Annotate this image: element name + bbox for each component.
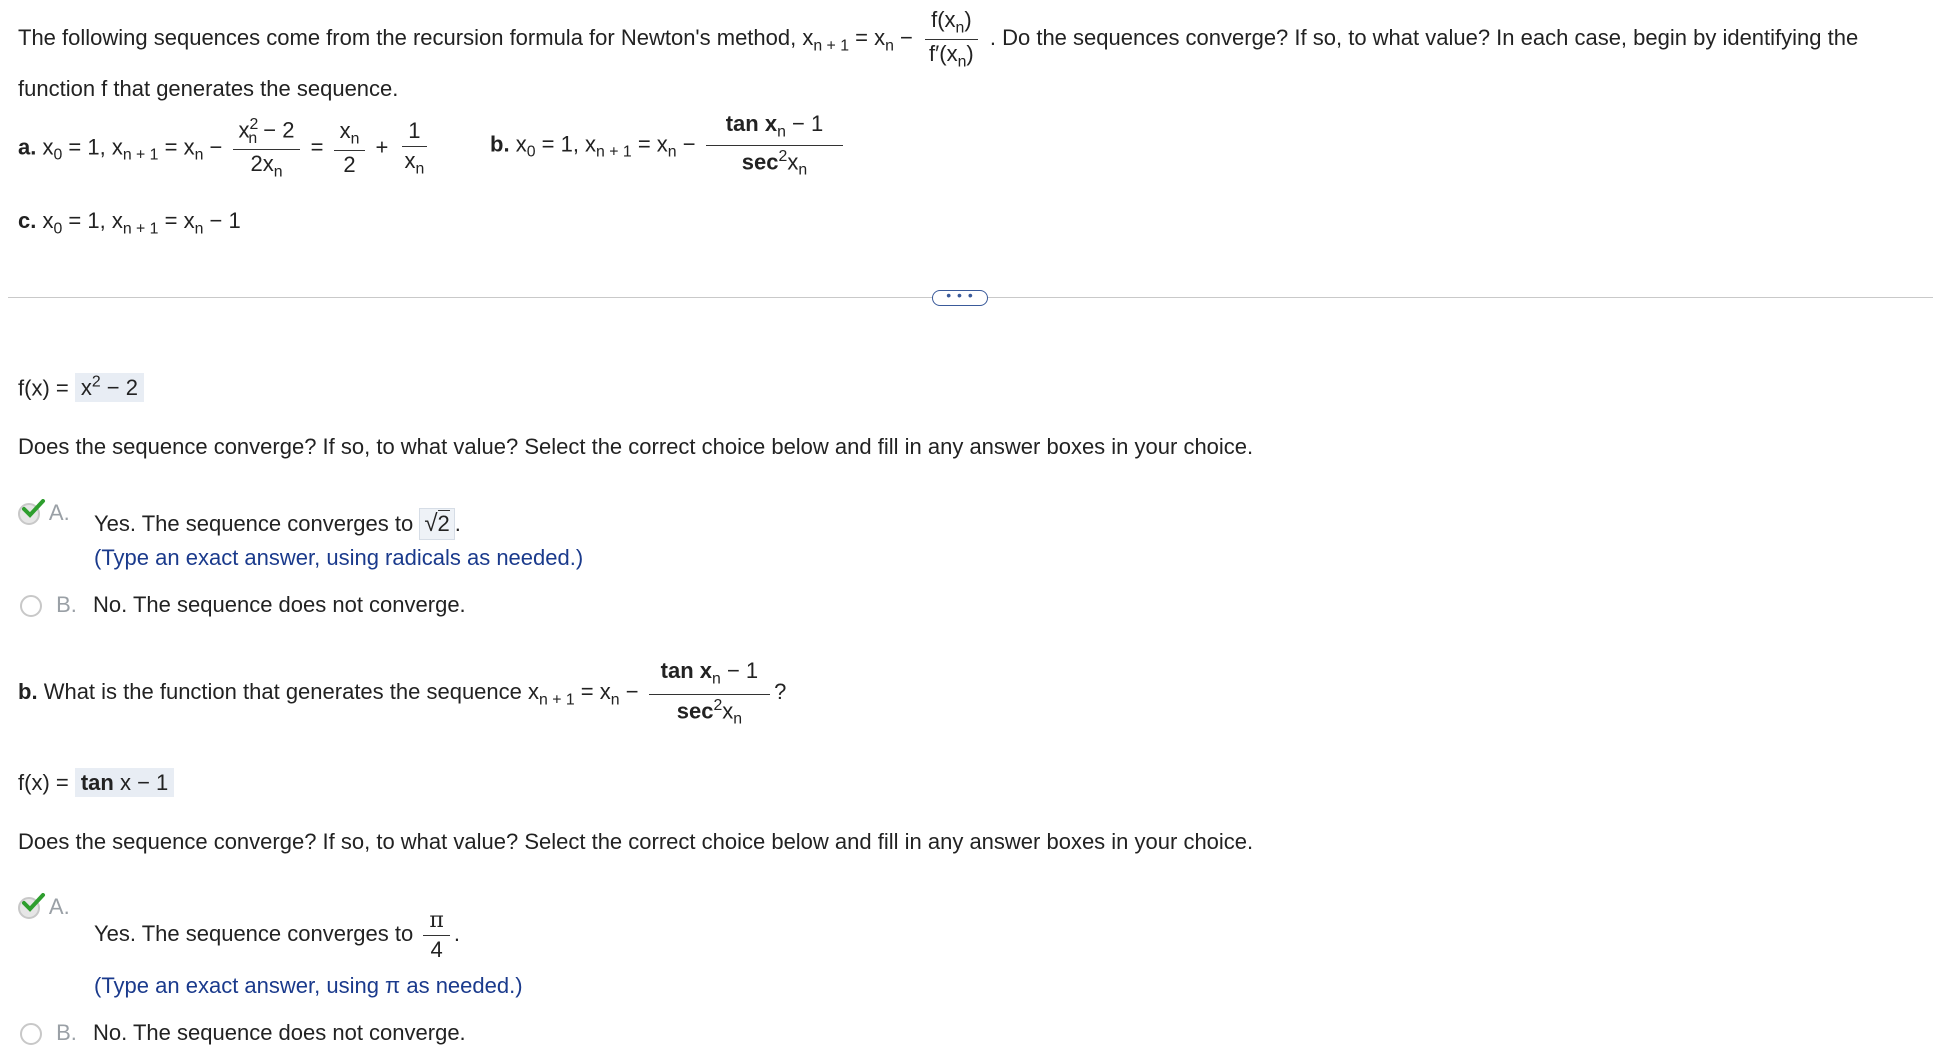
option-letter: B.: [56, 592, 77, 617]
problem-a-label: a.: [18, 134, 37, 160]
option-text: Yes. The sequence converges to: [94, 921, 414, 946]
newton-frac-num: $f(x_n)$: [925, 8, 978, 40]
radio-icon: [20, 595, 42, 617]
expand-more-button[interactable]: • • •: [932, 290, 988, 306]
part-b-question-text: What is the function that generates the sequence x: [43, 679, 539, 704]
intro-text-before: The following sequences come from the recursion formula for Newton's method,: [18, 25, 797, 51]
part-a-option-a[interactable]: [18, 500, 70, 527]
option-text: Yes. The sequence converges to: [94, 511, 414, 536]
problem-a-init-val: = 1, x: [68, 134, 123, 160]
formula-lhs: x: [802, 25, 814, 51]
part-a-hint: (Type an exact answer, using radicals as needed.): [94, 545, 584, 570]
part-a-fx: [18, 374, 144, 401]
problem-a: a. $x_0 = 1$, $x_{n + 1} = x_n$ − $\frac{x^2_n - 2}{2x_n}$ = $\frac{x_n}{2}$ + $\frac{1}{x_n}$: [18, 116, 434, 186]
problem-c: c. $x_0 = 1$, $x_{n + 1} = x_n - 1$: [18, 208, 241, 238]
intro-text-after: . Do the sequences converge? If so, to what value? In each case, begin by identifying the: [989, 25, 1859, 51]
part-a-option-a-text: Yes. The sequence converges to √2 .: [94, 508, 461, 540]
part-b-frac: $\frac{\tan x_n - 1}{\sec^2x_n}$: [649, 659, 770, 728]
part-b-fx-answer: tan x − 1: [75, 768, 174, 797]
part-b-question-line: b. What is the function that generates the sequence $x_{n + 1} = x_n$ − $\frac{\tan x_n - 1}{\sec^2x_n}$ ?: [18, 657, 787, 728]
part-b-option-b[interactable]: [20, 1020, 466, 1046]
intro-line-2: function f that generates the sequence.: [18, 76, 399, 101]
problem-a-frac-2: $\frac{x_n}{2}$: [334, 119, 366, 177]
option-letter: A.: [48, 500, 70, 525]
part-a-option-b[interactable]: [20, 592, 466, 618]
problem-a-equals: =: [310, 134, 324, 160]
newton-frac-den: $f'(x_n)$: [929, 40, 974, 71]
part-a-fx-label: f(x) =: [18, 375, 69, 401]
part-b-answer-den: 4: [430, 936, 443, 962]
problem-a-plus: +: [375, 134, 389, 160]
formula-minus: −: [900, 25, 913, 51]
part-b-fx: [18, 770, 174, 796]
formula-lhs-sub: n + 1: [813, 37, 850, 55]
part-a-answer-value: 2: [437, 511, 450, 536]
problem-a-minus: −: [209, 134, 223, 160]
option-text: No. The sequence does not converge.: [93, 1020, 466, 1045]
newton-fraction: [923, 8, 980, 71]
option-letter: B.: [56, 1020, 77, 1045]
radio-icon: [20, 1023, 42, 1045]
problem-b-frac: $\frac{\tan x_n - 1}{\sec^2x_n}$: [706, 112, 843, 179]
option-letter: A.: [48, 894, 70, 919]
problem-a-eq: = x: [164, 134, 195, 160]
intro-line-1: [18, 8, 1858, 71]
part-b-fx-label: f(x) =: [18, 770, 69, 795]
problem-b: b. $x_0 = 1$, $x_{n + 1} = x_n$ − $\frac{\tan x_n - 1}{\sec^2x_n}$: [490, 112, 847, 185]
part-a-answer-box[interactable]: [419, 508, 454, 540]
newton-formula: [802, 7, 990, 71]
problem-c-label: c.: [18, 208, 37, 233]
problem-a-frac-1: $\frac{x^2_n - 2}{2x_n}$: [233, 116, 301, 181]
radical-icon: √: [424, 510, 438, 537]
formula-eq-sub: n: [885, 37, 894, 55]
problem-a-frac-3: $\frac{1}{x_n}$: [398, 119, 430, 177]
option-text: No. The sequence does not converge.: [93, 592, 466, 617]
part-b-answer-num: π: [423, 909, 449, 936]
check-icon: [18, 895, 44, 921]
problem-a-init: x: [42, 134, 54, 160]
part-b-answer-frac[interactable]: [423, 909, 449, 962]
part-a-question: Does the sequence converge? If so, to what value? Select the correct choice below and fill in any answer boxes in your choice.: [18, 434, 1254, 459]
part-a-fx-answer: $x^2 - 2$: [75, 373, 144, 402]
part-b-option-a[interactable]: [18, 894, 70, 921]
part-b-question: Does the sequence converge? If so, to what value? Select the correct choice below and fill in any answer boxes in your choice.: [18, 829, 1254, 854]
part-b-option-a-text: Yes. The sequence converges to $\frac{\pi}{4}$ .: [94, 907, 460, 962]
problem-b-label: b.: [490, 131, 510, 157]
part-b-hint: (Type an exact answer, using π as needed.): [94, 973, 523, 998]
part-b-label: b.: [18, 679, 38, 704]
check-icon: [18, 501, 44, 527]
formula-eq: = x: [855, 25, 886, 51]
